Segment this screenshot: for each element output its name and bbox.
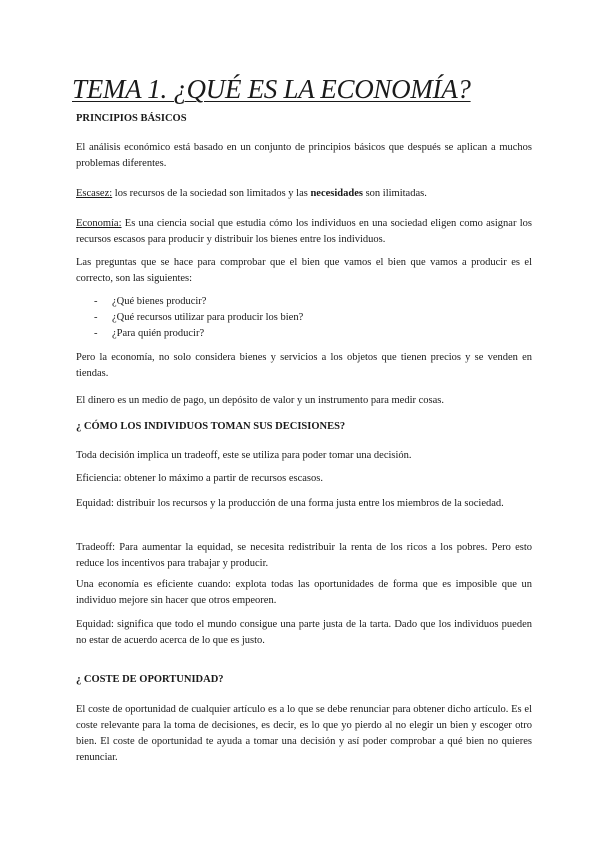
paragraph-tradeoff-example: Tradeoff: Para aumentar la equidad, se necesita redistribuir la renta de los ricos a los pobres. Pero esto reduce los incentivos para trabajar y producir. — [76, 542, 532, 569]
page-title: TEMA 1. ¿QUÉ ES LA ECONOMÍA? — [72, 74, 471, 104]
paragraph-intro: El análisis económico está basado en un conjunto de principios básicos que después se aplican a muchos problemas diferentes. — [76, 142, 532, 169]
economia-text: Es una ciencia social que estudia cómo los individuos en una sociedad eligen como asignar los recursos escasos para producir y distribuir los bienes entre los individuos. — [76, 218, 532, 245]
paragraph-eficiencia: Eficiencia: obtener lo máximo a partir de recursos escasos. — [76, 473, 323, 484]
list-item: - ¿Qué bienes producir? — [76, 294, 516, 310]
bullet-dash: - — [94, 328, 98, 339]
bullet-dash: - — [94, 312, 98, 323]
paragraph-equidad-significa: Equidad: significa que todo el mundo consigue una parte justa de la tarta. Dado que los individuos pueden no estar de acuerdo acerca de lo que es justo. — [76, 619, 532, 646]
list-item: - ¿Para quién producir? — [76, 326, 516, 342]
term-escasez: Escasez: — [76, 188, 113, 199]
paragraph-preguntas: Las preguntas que se hace para comprobar que el bien que vamos el bien que vamos a producir es el correcto, son las siguientes: — [76, 257, 532, 284]
escasez-bold: necesidades — [310, 188, 363, 199]
list-item: - ¿Qué recursos utilizar para producir los bien? — [76, 310, 516, 326]
paragraph-economia — [76, 216, 532, 248]
heading-principios-basicos: PRINCIPIOS BÁSICOS — [76, 113, 187, 124]
paragraph-tradeoff-intro: Toda decisión implica un tradeoff, este se utiliza para poder tomar una decisión. — [76, 450, 412, 461]
escasez-text-1: los recursos de la sociedad son limitados y las — [112, 188, 311, 199]
bullet-dash: - — [94, 296, 98, 307]
paragraph-dinero: El dinero es un medio de pago, un depósito de valor y un instrumento para medir cosas. — [76, 395, 444, 406]
heading-decisiones: ¿ CÓMO LOS INDIVIDUOS TOMAN SUS DECISIONES? — [76, 421, 346, 432]
term-economia: Economía: — [76, 218, 122, 229]
paragraph-equidad: Equidad: distribuir los recursos y la producción de una forma justa entre los miembros de la sociedad. — [76, 498, 504, 509]
heading-coste-oportunidad: ¿ COSTE DE OPORTUNIDAD? — [76, 674, 224, 685]
paragraph-escasez — [76, 186, 532, 202]
escasez-text-2: son ilimitadas. — [362, 188, 427, 199]
paragraph-economia-bienes: Pero la economía, no solo considera bienes y servicios a los objetos que tienen precios y se venden en tiendas. — [76, 352, 532, 379]
paragraph-coste-oportunidad: El coste de oportunidad de cualquier artículo es a lo que se debe renunciar para obtener dicho artículo. Es el coste relevante para la toma de decisiones, es decir, es lo que yo pierdo al no elegir un bien y escoger otro bien. El coste de oportunidad te ayuda a tomar una decisión y así poder comprobar a qué bien no quieres renunciar. — [76, 704, 532, 763]
paragraph-eficiente: Una economía es eficiente cuando: explota todas las oportunidades de forma que es imposible que un individuo mejore sin hacer que otros empeoren. — [76, 579, 532, 606]
questions-list — [76, 294, 516, 342]
